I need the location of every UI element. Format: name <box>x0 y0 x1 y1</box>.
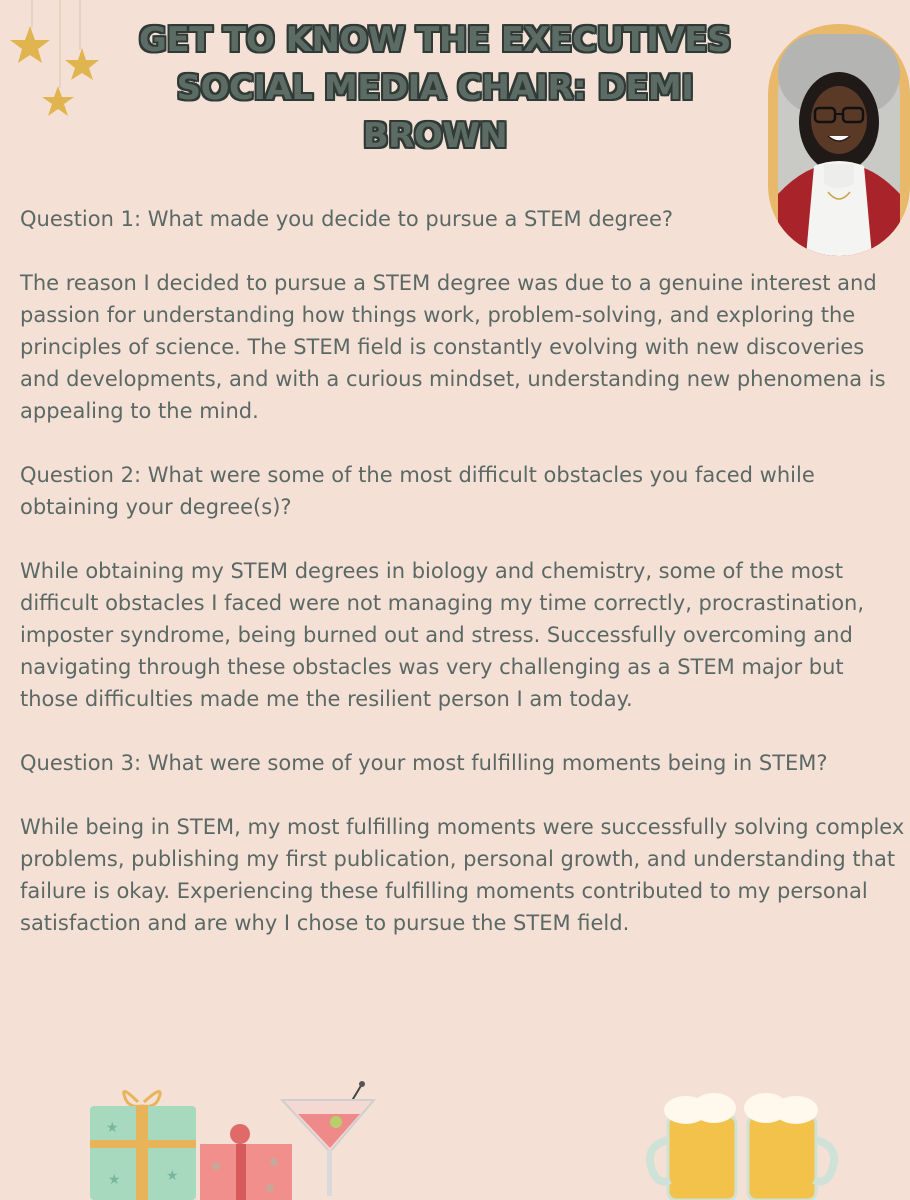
title-line: GET TO KNOW THE EXECUTIVES <box>139 20 731 60</box>
star-icon <box>65 48 99 80</box>
interview-content <box>20 203 905 971</box>
svg-text:★: ★ <box>108 1172 121 1188</box>
beer-mugs-icon <box>640 1090 840 1200</box>
cocktail-glass-icon <box>276 1080 380 1200</box>
title-line: BROWN <box>362 116 508 156</box>
star-icon <box>10 26 50 63</box>
question-text: Question 2: What were some of the most difficult obstacles you faced while obtaining your degree(s)? <box>20 463 815 519</box>
page-title <box>100 16 770 160</box>
svg-text:★: ★ <box>106 1120 119 1136</box>
gift-box-icon <box>78 1080 208 1200</box>
hanging-stars-decoration <box>0 0 110 130</box>
svg-text:★: ★ <box>166 1168 179 1184</box>
question-text: Question 3: What were some of your most fulfilling moments being in STEM? <box>20 751 828 775</box>
question-text: Question 1: What made you decide to pursue a STEM degree? <box>20 207 674 231</box>
answer-text: The reason I decided to pursue a STEM degree was due to a genuine interest and passion for understanding how things work, problem-solving, and exploring the principles of science. The STEM field is constantly evolving with new discoveries and developments, and with a curious mindset, understanding new phenomena is appealing to the mind. <box>20 271 886 423</box>
star-icon <box>42 86 74 116</box>
answer-text: While being in STEM, my most fulfilling moments were successfully solving complex problems, publishing my first publication, personal growth, and understanding that failure is okay. Experiencing these fulfilling moments contributed to my personal satisfaction and are why I chose to pursue the STEM field. <box>20 815 905 935</box>
answer-text: While obtaining my STEM degrees in biology and chemistry, some of the most difficult obstacles I faced were not managing my time correctly, procrastination, imposter syndrome, being burned out and stress. Successfully overcoming and navigating through these obstacles was very challenging as a STEM major but those difficulties made me the resilient person I am today. <box>20 559 865 711</box>
title-line: SOCIAL MEDIA CHAIR: DEMI <box>176 68 694 108</box>
